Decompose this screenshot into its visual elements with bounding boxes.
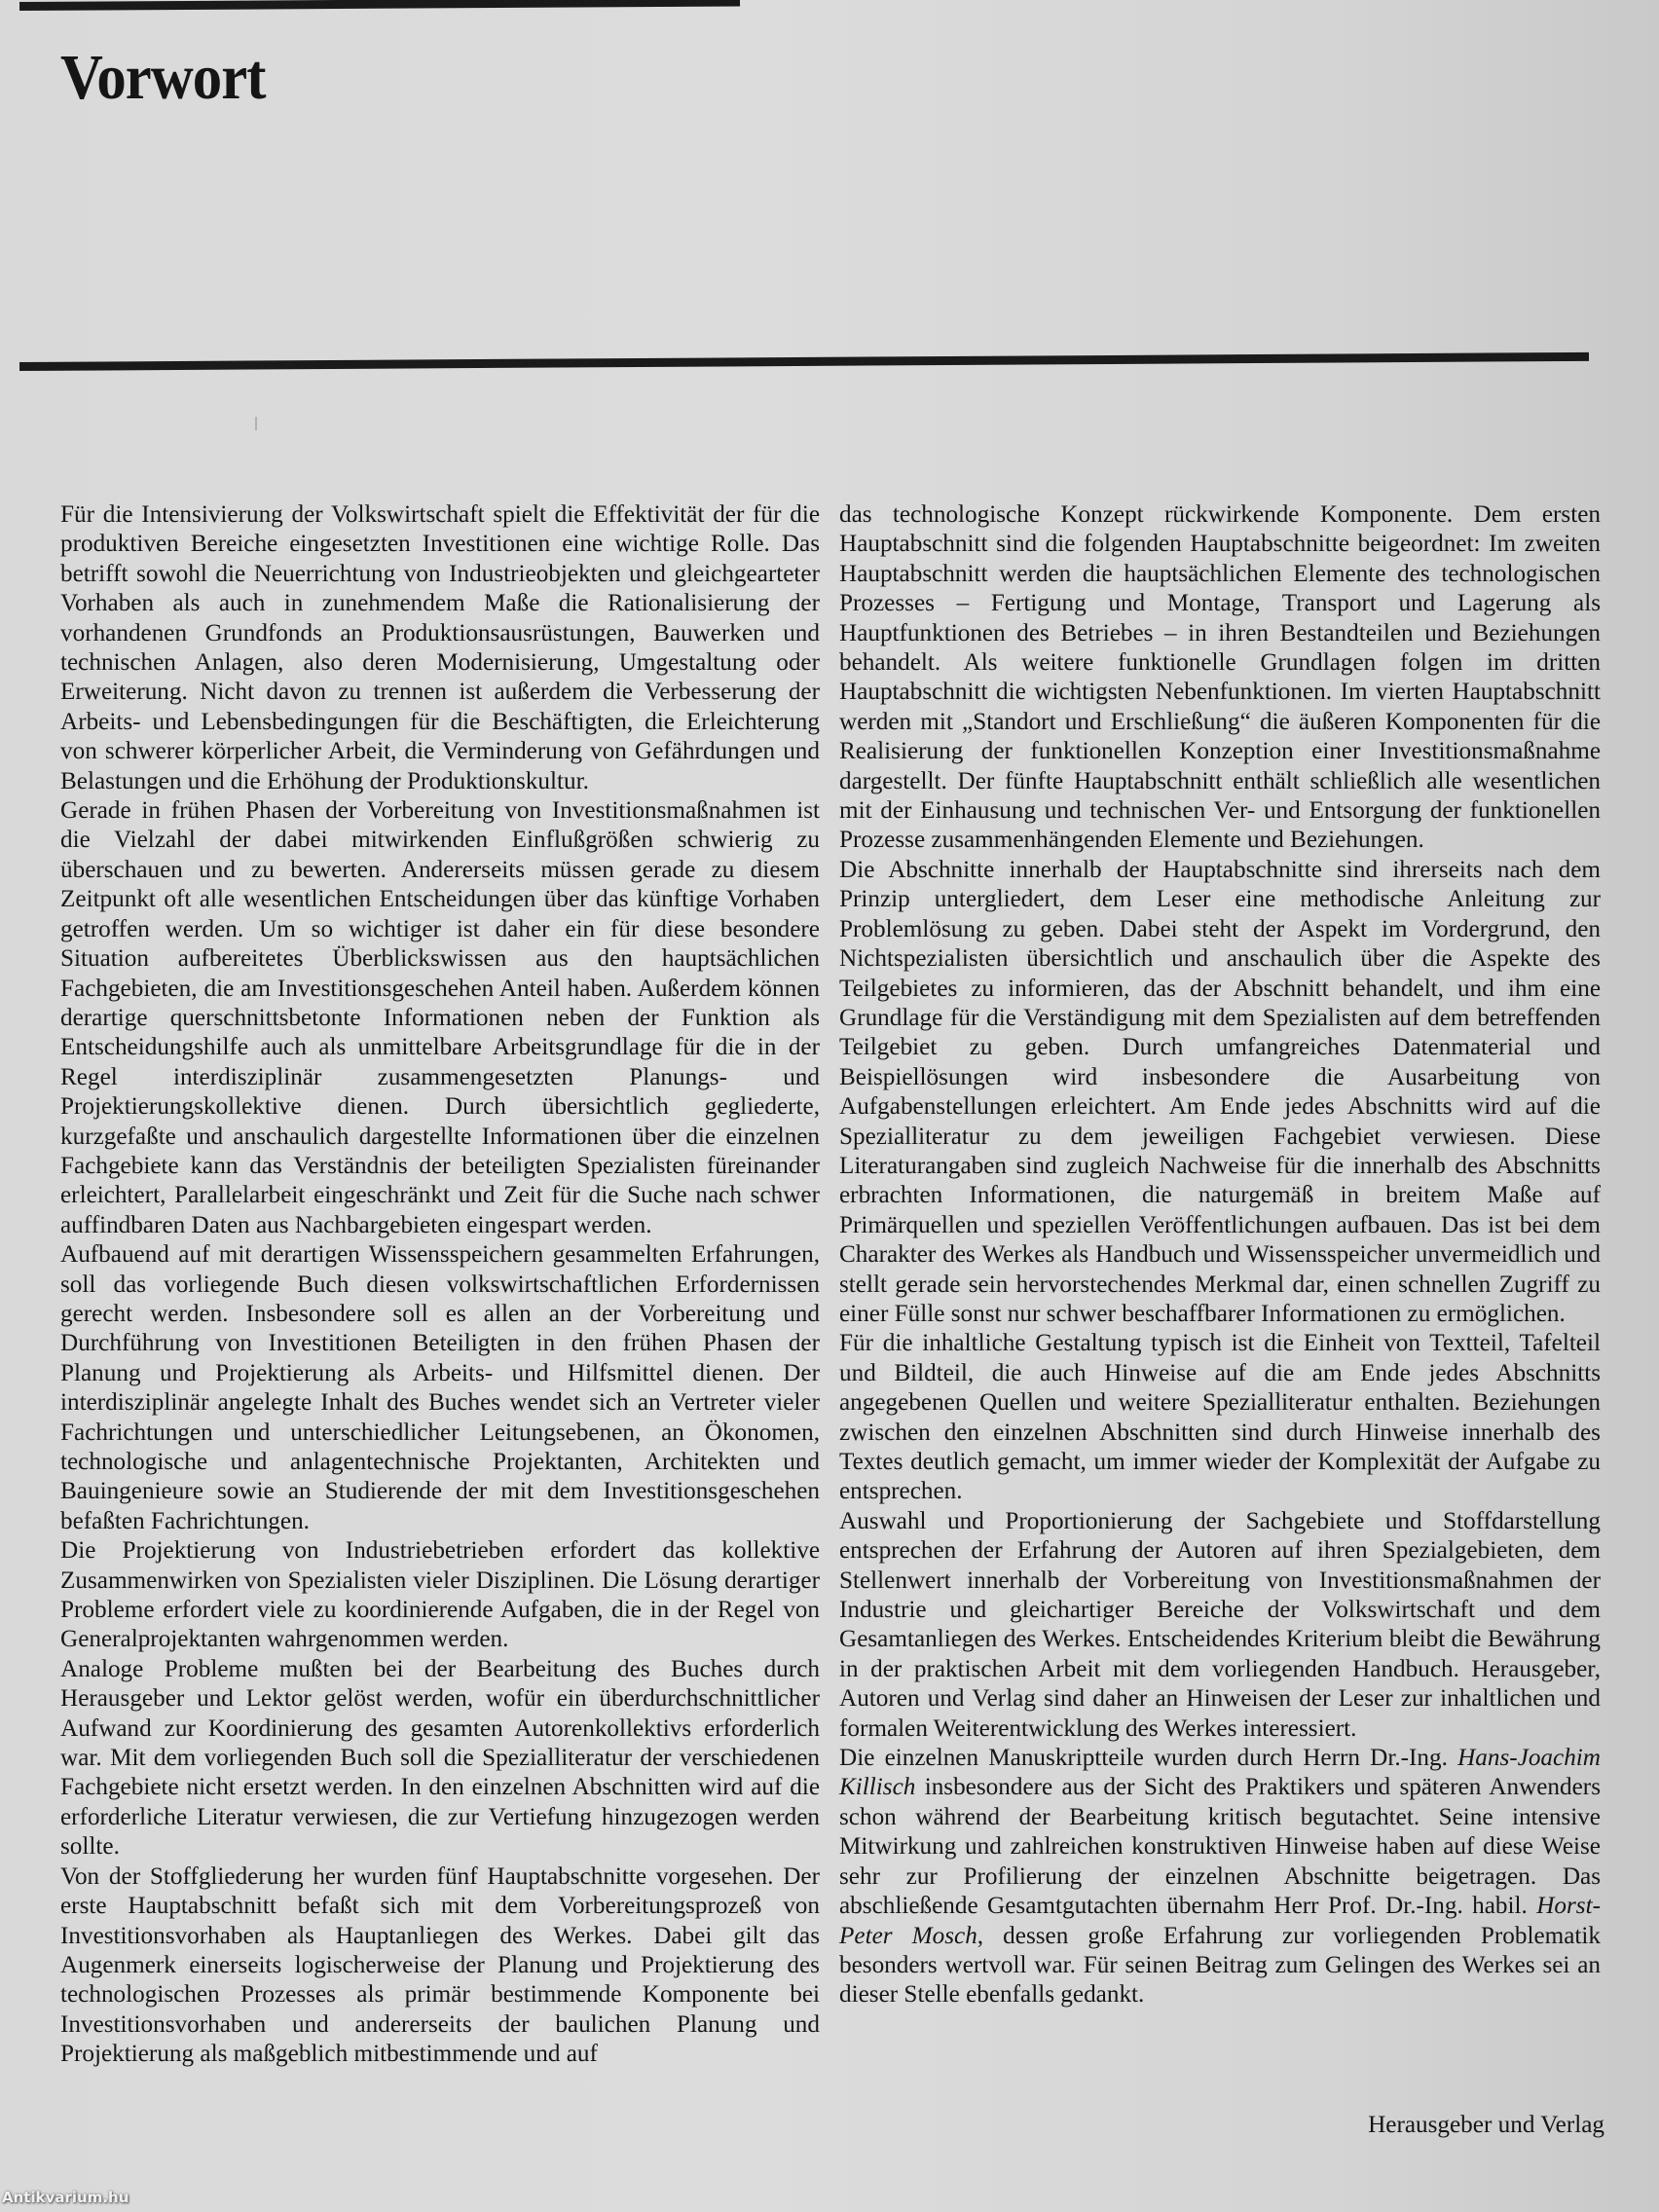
reviewer-name: Hans-Joachim Killisch [839,1745,1601,1801]
right-column [839,500,1601,2010]
ack-text: , dessen große Erfahrung zur vorliegenden Problematik besonders wertvoll war. Für seinen Beitrag zum Gelingen des Werkes sei an dieser Stelle ebenfalls gedankt. [839,1922,1601,2009]
paragraph: Auswahl und Proportionierung der Sachgebiete und Stoffdarstellung entsprechen der Erfahrung der Autoren auf ihren Spezialgebieten, dem Stellenwert innerhalb der Vorbereitung von Investitionsmaßnahmen der Industrie und gleichartiger Bereiche der Volkswirtschaft und dem Gesamtanliegen des Werkes. Entscheidendes Kriterium bleibt die Bewährung in der praktischen Arbeit mit dem vorliegenden Handbuch. Herausgeber, Autoren und Verlag sind daher an Hinweisen der Leser zur inhaltlichen und formalen Weiterentwicklung des Werkes interessiert. [839,1507,1601,1742]
paragraph: Für die inhaltliche Gestaltung typisch ist die Einheit von Textteil, Tafelteil und Bildteil, die auch Hinweise auf die am Ende jedes Abschnitts angegebenen Quellen und weitere Spezialliteratur enthalten. Beziehungen zwischen den einzelnen Abschnitten sind durch Hinweise innerhalb des Textes deutlich gemacht, um immer wieder der Komplexität der Aufgabe zu entsprechen. [839,1330,1601,1505]
section-rule [19,352,1589,371]
watermark: Antikvarium.hu [2,2189,129,2206]
paragraph: das technologische Konzept rückwirkende Komponente. Dem ersten Hauptabschnitt sind die folgenden Hauptabschnitte beigeordnet: Im zweiten Hauptabschnitt werden die hauptsächlichen Elemente des technologischen Prozesses – Fertigung und Montage, Transport und Lagerung als Hauptfunktionen des Betriebes – in ihren Bestandteilen und Beziehungen behandelt. Als weitere funktionelle Grundlagen folgen im dritten Hauptabschnitt die wichtigsten Nebenfunktionen. Im vierten Hauptabschnitt werden mit „Standort und Erschließung“ die äußeren Komponenten für die Realisierung der funktionellen Konzeption einer Investitionsmaßnahme dargestellt. Der fünfte Hauptabschnitt enthält schließlich alle wesentlichen mit der Einhausung und technischen Ver- und Entsorgung der funktionellen Prozesse zusammenhängenden Elemente und Beziehungen. [839,501,1601,854]
reviewer-name: Horst-Peter Mosch [839,1893,1601,1949]
paragraph: Aufbauend auf mit derartigen Wissensspeichern gesammelten Erfahrungen, soll das vorliegende Buch diesen volkswirtschaftlichen Erfordernissen gerecht werden. Insbesondere soll es allen an der Vorbereitung und Durchführung von Investitionen Beteiligten in den frühen Phasen der Planung und Projektierung als Arbeits- und Hilfsmittel dienen. Der interdisziplinär angelegte Inhalt des Buches wendet sich an Vertreter vieler Fachrichtungen und unterschiedlicher Leitungsebenen, an Ökonomen, technologische und anlagentechnische Projektanten, Architekten und Bauingenieure sowie an Studierende der mit dem Investitionsgeschehen befaßten Fachrichtungen. [60,1241,820,1534]
paper-speck [255,417,257,430]
paragraph: Die Projektierung von Industriebetrieben erfordert das kollektive Zusammenwirken von Spezialisten vieler Disziplinen. Die Lösung derartiger Probleme erfordert viele zu koordinierende Aufgaben, die in der Regel von Generalprojektanten wahrgenommen werden. [60,1537,820,1653]
ack-text: Die einzelnen Manuskriptteile wurden durch Herrn Dr.-Ing. [839,1745,1458,1772]
paragraph: Analoge Probleme mußten bei der Bearbeitung des Buches durch Herausgeber und Lektor gelöst werden, wofür ein überdurchschnittlicher Aufwand zur Koordinierung des gesamten Autorenkollektivs erforderlich war. Mit dem vorliegenden Buch soll die Spezialliteratur der verschiedenen Fachgebiete nicht ersetzt werden. In den einzelnen Abschnitten wird auf die erforderliche Literatur verwiesen, die zur Vertiefung hinzugezogen werden sollte. [60,1655,820,1861]
paragraph: Die Abschnitte innerhalb der Hauptabschnitte sind ihrerseits nach dem Prinzip untergliedert, dem Leser eine methodische Anleitung zur Problemlösung zu geben. Dabei steht der Aspekt im Vordergrund, den Nichtspezialisten übersichtlich und anschaulich über die Aspekte des Teilgebietes zu informieren, das der Abschnitt behandelt, und ihm eine Grundlage für die Verständigung mit dem Spezialisten auf dem betreffenden Teilgebiet zu geben. Durch umfangreiches Datenmaterial und Beispiellösungen wird insbesondere die Ausarbeitung von Aufgabenstellungen erleichtert. Am Ende jedes Abschnitts wird auf die Spezialliteratur zu dem jeweiligen Fachgebiet verwiesen. Diese Literaturangaben sind zugleich Nachweise für die innerhalb des Abschnitts erbrachten Informationen, die naturgemäß in breitem Maße auf Primärquellen und speziellen Veröffentlichungen aufbauen. Das ist bei dem Charakter des Werkes als Handbuch und Wissensspeicher unvermeidlich und stellt gerade sein hervorstechendes Merkmal dar, einen schnellen Zugriff zu einer Fülle sonst nur schwer beschaffbarer Informationen zu ermöglichen. [839,856,1601,1327]
ack-text: insbesondere aus der Sicht des Praktikers und späteren Anwenders schon während der Bearbeitung kritisch begutachtet. Seine intensive Mitwirkung und zahlreichen konstruktiven Hinweise haben auf diese Weise sehr zur Profilierung der einzelnen Abschnitte beigetragen. Das abschließende Gesamtgutachten übernahm Herr Prof. Dr.-Ing. habil. [839,1774,1601,1920]
signature: Herausgeber und Verlag [1368,2112,1604,2138]
paragraph: Von der Stoffgliederung her wurden fünf Hauptabschnitte vorgesehen. Der erste Hauptabschnitt befaßt sich mit dem Vorbereitungsprozeß von Investitionsvorhaben als Hauptanliegen des Werkes. Dabei gilt das Augenmerk einerseits logischerweise der Planung und Projektierung des technologischen Prozesses als primär bestimmende Komponente bei Investitionsvorhaben und andererseits der baulichen Planung und Projektierung als maßgeblich mitbestimmende und auf [60,1862,820,2068]
left-column [60,500,820,2070]
page-title: Vorwort [60,42,266,113]
top-rule [19,0,740,11]
paragraph: Für die Intensivierung der Volkswirtschaft spielt die Effektivität der für die produktiven Bereiche eingesetzten Investitionen eine wichtige Rolle. Das betrifft sowohl die Neuerrichtung von Industrieobjekten und gleichgearteter Vorhaben als auch in zunehmendem Maße die Rationalisierung der vorhandenen Grundfonds an Produktionsausrüstungen, Bauwerken und technischen Anlagen, also deren Modernisierung, Umgestaltung oder Erweiterung. Nicht davon zu trennen ist außerdem die Verbesserung der Arbeits- und Lebensbedingungen für die Beschäftigten, die Erleichterung von schwerer körperlicher Arbeit, die Verminderung von Gefährdungen und Belastungen und die Erhöhung der Produktionskultur. [60,501,820,794]
paragraph: Gerade in frühen Phasen der Vorbereitung von Investitionsmaßnahmen ist die Vielzahl der dabei mitwirkenden Einflußgrößen schwierig zu überschauen und zu bewerten. Andererseits müssen gerade zu diesem Zeitpunkt oft alle wesentlichen Entscheidungen über das künftige Vorhaben getroffen werden. Um so wichtiger ist daher ein für diese besondere Situation aufbereitetes Überblickswissen aus den hauptsächlichen Fachgebieten, die am Investitionsgeschehen Anteil haben. Außerdem können derartige querschnittsbetonte Informationen neben der Funktion als Entscheidungshilfe auch als unmittelbare Arbeitsgrundlage für die in der Regel interdisziplinär zusammengesetzten Planungs- und Projektierungskollektive dienen. Durch übersichtlich gegliederte, kurzgefaßte und anschaulich dargestellte Informationen über die einzelnen Fachgebiete kann das Verständnis der beteiligten Spezialisten füreinander erleichtert, Parallelarbeit eingeschränkt und Zeit für die Suche nach schwer auffindbaren Daten aus Nachbargebieten eingespart werden. [60,797,820,1238]
acknowledgement-paragraph [839,1744,1601,2010]
